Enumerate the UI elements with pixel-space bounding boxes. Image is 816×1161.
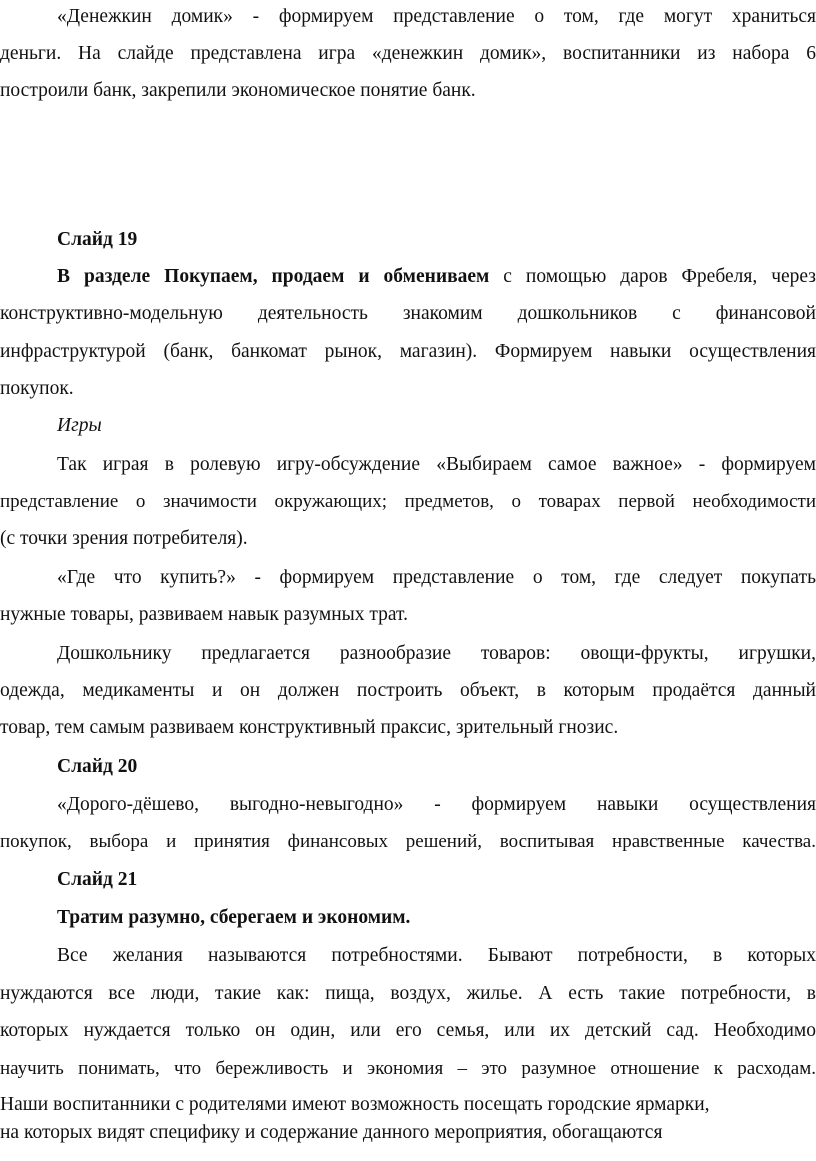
- slide-heading: Слайд 21: [57, 869, 138, 890]
- slide-heading: Слайд 20: [57, 756, 138, 777]
- paragraph-line: научить понимать, что бережливость и экономия – это разумное отношение к расходам.: [0, 1058, 816, 1079]
- paragraph-line: нуждаются все люди, такие как: пища, воздух, жилье. А есть такие потребности, в: [0, 983, 816, 1004]
- paragraph-line: конструктивно-модельную деятельность знакомим дошкольников с финансовой: [0, 303, 816, 324]
- paragraph-text: с помощью даров Фребеля, через: [489, 266, 816, 287]
- paragraph-line: на которых видят специфику и содержание данного мероприятия, обогащаются: [0, 1122, 663, 1143]
- paragraph-line: Наши воспитанники с родителями имеют возможность посещать городские ярмарки,: [0, 1094, 710, 1115]
- paragraph-line: представление о значимости окружающих; предметов, о товарах первой необходимости: [0, 491, 816, 512]
- paragraph-line: Все желания называются потребностями. Бывают потребности, в которых: [57, 945, 816, 966]
- games-label: Игры: [57, 415, 102, 436]
- paragraph-line: Дошкольнику предлагается разнообразие товаров: овощи-фрукты, игрушки,: [57, 643, 816, 664]
- section-title: В разделе Покупаем, продаем и обмениваем: [57, 266, 490, 287]
- section-title: Тратим разумно, сберегаем и экономим.: [57, 907, 411, 928]
- slide-heading: Слайд 19: [57, 229, 138, 250]
- paragraph-line: [57, 262, 816, 292]
- paragraph-line: инфраструктурой (банк, банкомат рынок, магазин). Формируем навыки осуществления: [0, 341, 816, 362]
- paragraph-line: «Где что купить?» - формируем представление о том, где следует покупать: [57, 567, 816, 588]
- paragraph-line: «Дорого-дёшево, выгодно-невыгодно» - формируем навыки осуществления: [57, 794, 816, 815]
- paragraph-line: нужные товары, развиваем навык разумных трат.: [0, 604, 408, 625]
- paragraph-line: построили банк, закрепили экономическое понятие банк.: [0, 80, 476, 101]
- paragraph-line: деньги. На слайде представлена игра «денежкин домик», воспитанники из набора 6: [0, 43, 816, 64]
- paragraph-line: «Денежкин домик» - формируем представление о том, где могут храниться: [57, 6, 816, 27]
- paragraph-line: товар, тем самым развиваем конструктивный праксис, зрительный гнозис.: [0, 717, 619, 738]
- paragraph-line: (с точки зрения потребителя).: [0, 528, 248, 549]
- paragraph-line: Так играя в ролевую игру-обсуждение «Выбираем самое важное» - формируем: [57, 454, 816, 475]
- paragraph-line: одежда, медикаменты и он должен построить объект, в которым продаётся данный: [0, 680, 816, 701]
- paragraph-line: покупок.: [0, 378, 74, 399]
- paragraph-line: покупок, выбора и принятия финансовых решений, воспитывая нравственные качества.: [0, 831, 816, 852]
- paragraph-line: которых нуждается только он один, или его семья, или их детский сад. Необходимо: [0, 1020, 816, 1041]
